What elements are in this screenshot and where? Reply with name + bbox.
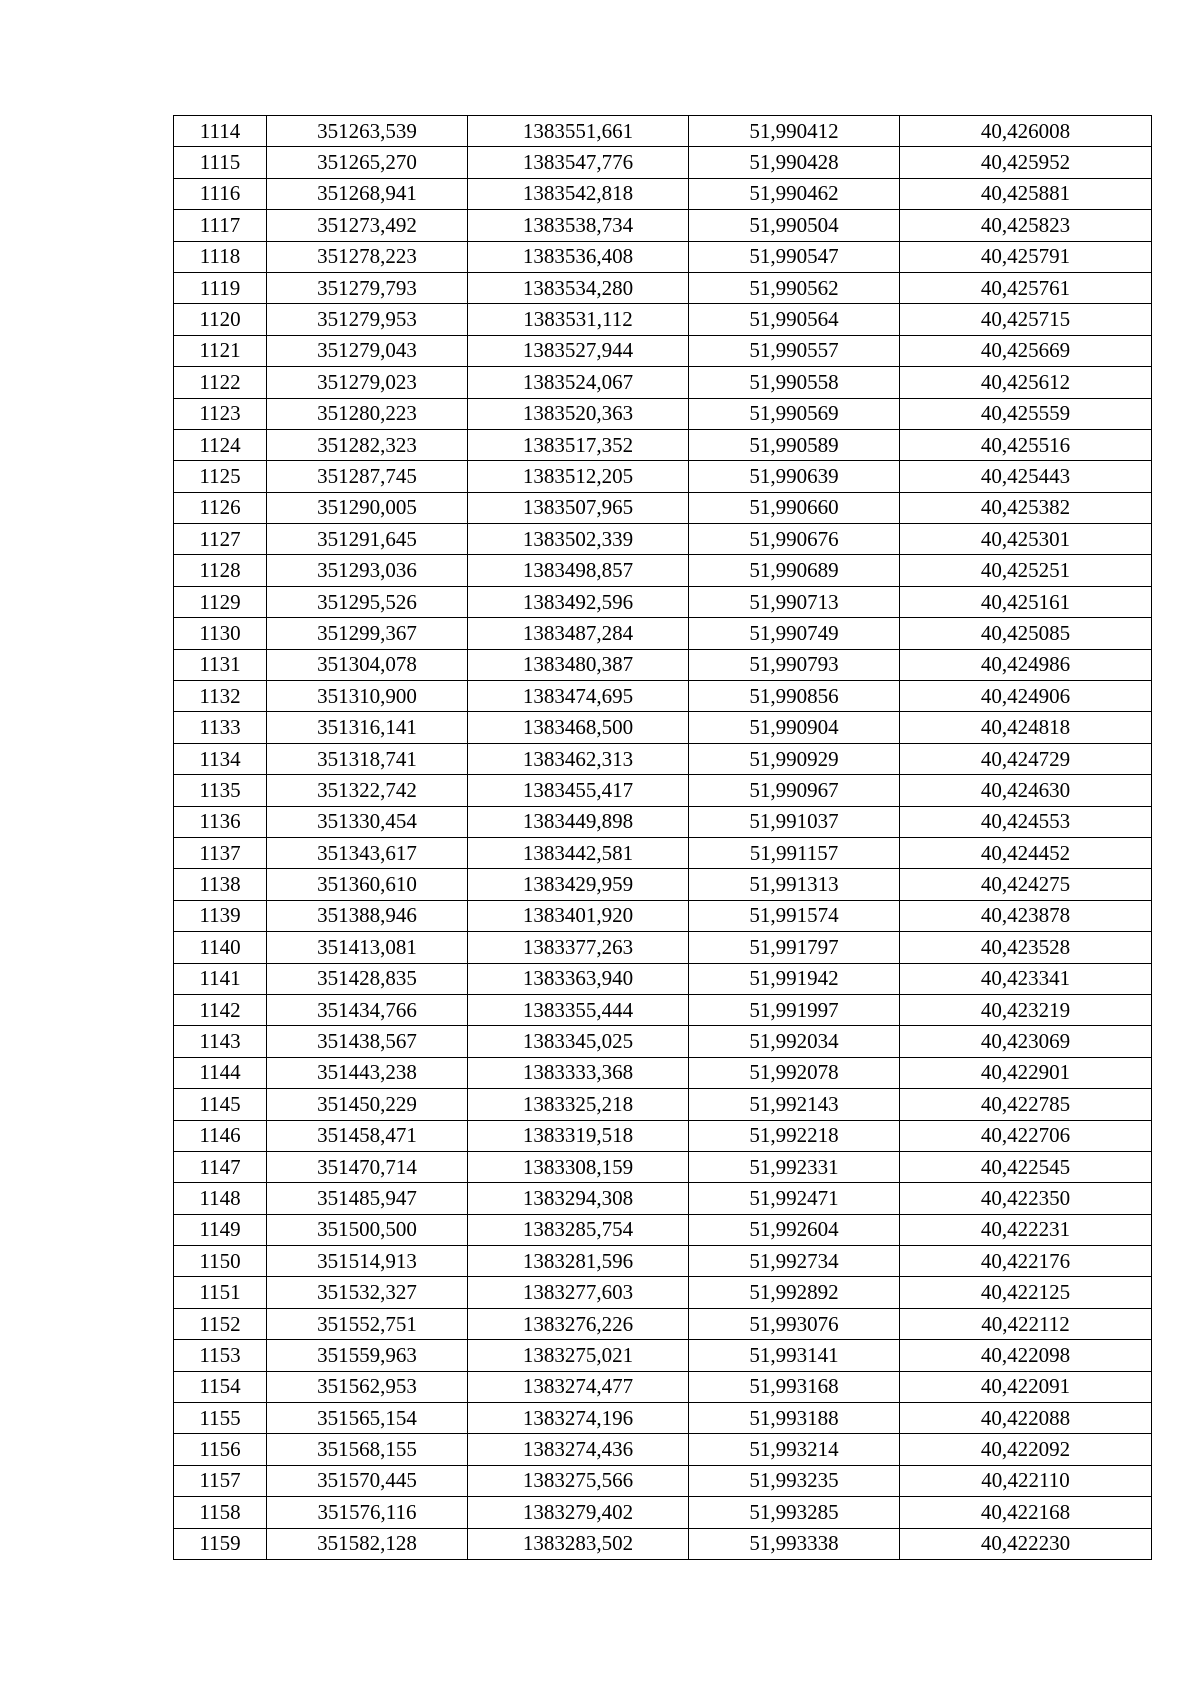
table-row — [174, 932, 1152, 963]
x-coordinate-cell: 351278,223 — [267, 241, 468, 272]
latitude-cell: 51,992331 — [689, 1151, 900, 1182]
x-coordinate-cell: 351291,645 — [267, 524, 468, 555]
point-number-cell: 1119 — [174, 272, 267, 303]
latitude-cell: 51,991942 — [689, 963, 900, 994]
table-row — [174, 335, 1152, 366]
longitude-cell: 40,423528 — [900, 932, 1152, 963]
longitude-cell: 40,422168 — [900, 1497, 1152, 1528]
x-coordinate-cell: 351263,539 — [267, 116, 468, 147]
point-number-cell: 1120 — [174, 304, 267, 335]
table-row — [174, 618, 1152, 649]
y-coordinate-cell: 1383276,226 — [468, 1308, 689, 1339]
x-coordinate-cell: 351295,526 — [267, 586, 468, 617]
y-coordinate-cell: 1383377,263 — [468, 932, 689, 963]
longitude-cell: 40,422092 — [900, 1434, 1152, 1465]
table-row — [174, 1277, 1152, 1308]
y-coordinate-cell: 1383455,417 — [468, 775, 689, 806]
longitude-cell: 40,425443 — [900, 461, 1152, 492]
x-coordinate-cell: 351280,223 — [267, 398, 468, 429]
point-number-cell: 1136 — [174, 806, 267, 837]
latitude-cell: 51,990428 — [689, 147, 900, 178]
point-number-cell: 1144 — [174, 1057, 267, 1088]
y-coordinate-cell: 1383363,940 — [468, 963, 689, 994]
longitude-cell: 40,425251 — [900, 555, 1152, 586]
table-row — [174, 1340, 1152, 1371]
point-number-cell: 1138 — [174, 869, 267, 900]
latitude-cell: 51,992471 — [689, 1183, 900, 1214]
x-coordinate-cell: 351282,323 — [267, 429, 468, 460]
latitude-cell: 51,990504 — [689, 210, 900, 241]
x-coordinate-cell: 351279,043 — [267, 335, 468, 366]
table-row — [174, 743, 1152, 774]
latitude-cell: 51,990967 — [689, 775, 900, 806]
point-number-cell: 1153 — [174, 1340, 267, 1371]
y-coordinate-cell: 1383277,603 — [468, 1277, 689, 1308]
latitude-cell: 51,991313 — [689, 869, 900, 900]
longitude-cell: 40,424275 — [900, 869, 1152, 900]
x-coordinate-cell: 351290,005 — [267, 492, 468, 523]
point-number-cell: 1135 — [174, 775, 267, 806]
table-row — [174, 147, 1152, 178]
longitude-cell: 40,424452 — [900, 837, 1152, 868]
longitude-cell: 40,422231 — [900, 1214, 1152, 1245]
y-coordinate-cell: 1383547,776 — [468, 147, 689, 178]
point-number-cell: 1141 — [174, 963, 267, 994]
latitude-cell: 51,990929 — [689, 743, 900, 774]
table-row — [174, 1465, 1152, 1496]
longitude-cell: 40,423341 — [900, 963, 1152, 994]
x-coordinate-cell: 351434,766 — [267, 994, 468, 1025]
y-coordinate-cell: 1383355,444 — [468, 994, 689, 1025]
y-coordinate-cell: 1383538,734 — [468, 210, 689, 241]
longitude-cell: 40,422125 — [900, 1277, 1152, 1308]
latitude-cell: 51,990557 — [689, 335, 900, 366]
x-coordinate-cell: 351470,714 — [267, 1151, 468, 1182]
y-coordinate-cell: 1383274,436 — [468, 1434, 689, 1465]
point-number-cell: 1137 — [174, 837, 267, 868]
longitude-cell: 40,425301 — [900, 524, 1152, 555]
table-row — [174, 837, 1152, 868]
latitude-cell: 51,992218 — [689, 1120, 900, 1151]
table-row — [174, 461, 1152, 492]
y-coordinate-cell: 1383294,308 — [468, 1183, 689, 1214]
x-coordinate-cell: 351576,116 — [267, 1497, 468, 1528]
y-coordinate-cell: 1383333,368 — [468, 1057, 689, 1088]
longitude-cell: 40,425791 — [900, 241, 1152, 272]
table-row — [174, 775, 1152, 806]
y-coordinate-cell: 1383308,159 — [468, 1151, 689, 1182]
latitude-cell: 51,993214 — [689, 1434, 900, 1465]
y-coordinate-cell: 1383319,518 — [468, 1120, 689, 1151]
x-coordinate-cell: 351458,471 — [267, 1120, 468, 1151]
longitude-cell: 40,423878 — [900, 900, 1152, 931]
x-coordinate-cell: 351273,492 — [267, 210, 468, 241]
latitude-cell: 51,991797 — [689, 932, 900, 963]
y-coordinate-cell: 1383325,218 — [468, 1089, 689, 1120]
longitude-cell: 40,422112 — [900, 1308, 1152, 1339]
x-coordinate-cell: 351322,742 — [267, 775, 468, 806]
longitude-cell: 40,424729 — [900, 743, 1152, 774]
longitude-cell: 40,425881 — [900, 178, 1152, 209]
y-coordinate-cell: 1383285,754 — [468, 1214, 689, 1245]
y-coordinate-cell: 1383551,661 — [468, 116, 689, 147]
point-number-cell: 1131 — [174, 649, 267, 680]
table-row — [174, 398, 1152, 429]
point-number-cell: 1130 — [174, 618, 267, 649]
table-row — [174, 1528, 1152, 1559]
longitude-cell: 40,424553 — [900, 806, 1152, 837]
y-coordinate-cell: 1383520,363 — [468, 398, 689, 429]
latitude-cell: 51,990564 — [689, 304, 900, 335]
x-coordinate-cell: 351388,946 — [267, 900, 468, 931]
table-row — [174, 586, 1152, 617]
y-coordinate-cell: 1383468,500 — [468, 712, 689, 743]
point-number-cell: 1133 — [174, 712, 267, 743]
point-number-cell: 1156 — [174, 1434, 267, 1465]
point-number-cell: 1118 — [174, 241, 267, 272]
point-number-cell: 1154 — [174, 1371, 267, 1402]
table-row — [174, 210, 1152, 241]
latitude-cell: 51,993235 — [689, 1465, 900, 1496]
y-coordinate-cell: 1383512,205 — [468, 461, 689, 492]
x-coordinate-cell: 351310,900 — [267, 681, 468, 712]
table-row — [174, 900, 1152, 931]
x-coordinate-cell: 351500,500 — [267, 1214, 468, 1245]
latitude-cell: 51,990713 — [689, 586, 900, 617]
longitude-cell: 40,422176 — [900, 1246, 1152, 1277]
table-row — [174, 555, 1152, 586]
y-coordinate-cell: 1383429,959 — [468, 869, 689, 900]
longitude-cell: 40,424906 — [900, 681, 1152, 712]
table-row — [174, 524, 1152, 555]
point-number-cell: 1122 — [174, 367, 267, 398]
point-number-cell: 1149 — [174, 1214, 267, 1245]
table-row — [174, 994, 1152, 1025]
longitude-cell: 40,425761 — [900, 272, 1152, 303]
latitude-cell: 51,991997 — [689, 994, 900, 1025]
y-coordinate-cell: 1383274,477 — [468, 1371, 689, 1402]
longitude-cell: 40,425823 — [900, 210, 1152, 241]
point-number-cell: 1134 — [174, 743, 267, 774]
point-number-cell: 1128 — [174, 555, 267, 586]
point-number-cell: 1126 — [174, 492, 267, 523]
y-coordinate-cell: 1383487,284 — [468, 618, 689, 649]
longitude-cell: 40,423219 — [900, 994, 1152, 1025]
latitude-cell: 51,992078 — [689, 1057, 900, 1088]
longitude-cell: 40,424986 — [900, 649, 1152, 680]
latitude-cell: 51,991574 — [689, 900, 900, 931]
table-row — [174, 429, 1152, 460]
longitude-cell: 40,422088 — [900, 1403, 1152, 1434]
longitude-cell: 40,425612 — [900, 367, 1152, 398]
table-row — [174, 272, 1152, 303]
latitude-cell: 51,992892 — [689, 1277, 900, 1308]
latitude-cell: 51,990589 — [689, 429, 900, 460]
point-number-cell: 1142 — [174, 994, 267, 1025]
y-coordinate-cell: 1383524,067 — [468, 367, 689, 398]
table-row — [174, 649, 1152, 680]
y-coordinate-cell: 1383401,920 — [468, 900, 689, 931]
y-coordinate-cell: 1383275,566 — [468, 1465, 689, 1496]
y-coordinate-cell: 1383442,581 — [468, 837, 689, 868]
x-coordinate-cell: 351279,023 — [267, 367, 468, 398]
latitude-cell: 51,990856 — [689, 681, 900, 712]
latitude-cell: 51,993076 — [689, 1308, 900, 1339]
y-coordinate-cell: 1383517,352 — [468, 429, 689, 460]
point-number-cell: 1151 — [174, 1277, 267, 1308]
y-coordinate-cell: 1383531,112 — [468, 304, 689, 335]
table-row — [174, 1214, 1152, 1245]
latitude-cell: 51,990547 — [689, 241, 900, 272]
latitude-cell: 51,990639 — [689, 461, 900, 492]
table-row — [174, 806, 1152, 837]
x-coordinate-cell: 351485,947 — [267, 1183, 468, 1214]
table-row — [174, 681, 1152, 712]
table-row — [174, 1057, 1152, 1088]
y-coordinate-cell: 1383449,898 — [468, 806, 689, 837]
longitude-cell: 40,423069 — [900, 1026, 1152, 1057]
point-number-cell: 1117 — [174, 210, 267, 241]
latitude-cell: 51,993168 — [689, 1371, 900, 1402]
x-coordinate-cell: 351360,610 — [267, 869, 468, 900]
latitude-cell: 51,990793 — [689, 649, 900, 680]
latitude-cell: 51,990558 — [689, 367, 900, 398]
x-coordinate-cell: 351532,327 — [267, 1277, 468, 1308]
y-coordinate-cell: 1383281,596 — [468, 1246, 689, 1277]
longitude-cell: 40,425952 — [900, 147, 1152, 178]
table-row — [174, 869, 1152, 900]
longitude-cell: 40,422901 — [900, 1057, 1152, 1088]
latitude-cell: 51,990749 — [689, 618, 900, 649]
point-number-cell: 1114 — [174, 116, 267, 147]
latitude-cell: 51,990569 — [689, 398, 900, 429]
coordinates-table — [173, 115, 1152, 1560]
x-coordinate-cell: 351568,155 — [267, 1434, 468, 1465]
point-number-cell: 1125 — [174, 461, 267, 492]
y-coordinate-cell: 1383542,818 — [468, 178, 689, 209]
table-row — [174, 1120, 1152, 1151]
point-number-cell: 1159 — [174, 1528, 267, 1559]
y-coordinate-cell: 1383274,196 — [468, 1403, 689, 1434]
point-number-cell: 1157 — [174, 1465, 267, 1496]
latitude-cell: 51,992734 — [689, 1246, 900, 1277]
latitude-cell: 51,991157 — [689, 837, 900, 868]
longitude-cell: 40,422350 — [900, 1183, 1152, 1214]
longitude-cell: 40,425715 — [900, 304, 1152, 335]
latitude-cell: 51,993338 — [689, 1528, 900, 1559]
longitude-cell: 40,422091 — [900, 1371, 1152, 1402]
latitude-cell: 51,991037 — [689, 806, 900, 837]
x-coordinate-cell: 351265,270 — [267, 147, 468, 178]
latitude-cell: 51,990412 — [689, 116, 900, 147]
y-coordinate-cell: 1383498,857 — [468, 555, 689, 586]
longitude-cell: 40,425516 — [900, 429, 1152, 460]
table-row — [174, 1089, 1152, 1120]
x-coordinate-cell: 351582,128 — [267, 1528, 468, 1559]
longitude-cell: 40,424630 — [900, 775, 1152, 806]
latitude-cell: 51,992604 — [689, 1214, 900, 1245]
point-number-cell: 1146 — [174, 1120, 267, 1151]
point-number-cell: 1121 — [174, 335, 267, 366]
longitude-cell: 40,425382 — [900, 492, 1152, 523]
latitude-cell: 51,990660 — [689, 492, 900, 523]
y-coordinate-cell: 1383527,944 — [468, 335, 689, 366]
latitude-cell: 51,992143 — [689, 1089, 900, 1120]
point-number-cell: 1139 — [174, 900, 267, 931]
longitude-cell: 40,425559 — [900, 398, 1152, 429]
longitude-cell: 40,422785 — [900, 1089, 1152, 1120]
x-coordinate-cell: 351443,238 — [267, 1057, 468, 1088]
latitude-cell: 51,993285 — [689, 1497, 900, 1528]
table-row — [174, 712, 1152, 743]
x-coordinate-cell: 351293,036 — [267, 555, 468, 586]
table-row — [174, 1026, 1152, 1057]
longitude-cell: 40,422230 — [900, 1528, 1152, 1559]
point-number-cell: 1152 — [174, 1308, 267, 1339]
table-row — [174, 116, 1152, 147]
x-coordinate-cell: 351316,141 — [267, 712, 468, 743]
table-row — [174, 241, 1152, 272]
latitude-cell: 51,990676 — [689, 524, 900, 555]
y-coordinate-cell: 1383345,025 — [468, 1026, 689, 1057]
latitude-cell: 51,993141 — [689, 1340, 900, 1371]
x-coordinate-cell: 351343,617 — [267, 837, 468, 868]
latitude-cell: 51,990689 — [689, 555, 900, 586]
x-coordinate-cell: 351304,078 — [267, 649, 468, 680]
table-row — [174, 1308, 1152, 1339]
point-number-cell: 1150 — [174, 1246, 267, 1277]
x-coordinate-cell: 351559,963 — [267, 1340, 468, 1371]
x-coordinate-cell: 351330,454 — [267, 806, 468, 837]
y-coordinate-cell: 1383502,339 — [468, 524, 689, 555]
point-number-cell: 1115 — [174, 147, 267, 178]
x-coordinate-cell: 351413,081 — [267, 932, 468, 963]
x-coordinate-cell: 351565,154 — [267, 1403, 468, 1434]
point-number-cell: 1155 — [174, 1403, 267, 1434]
table-row — [174, 963, 1152, 994]
point-number-cell: 1132 — [174, 681, 267, 712]
latitude-cell: 51,990562 — [689, 272, 900, 303]
y-coordinate-cell: 1383283,502 — [468, 1528, 689, 1559]
table-row — [174, 1403, 1152, 1434]
point-number-cell: 1127 — [174, 524, 267, 555]
point-number-cell: 1124 — [174, 429, 267, 460]
y-coordinate-cell: 1383275,021 — [468, 1340, 689, 1371]
x-coordinate-cell: 351438,567 — [267, 1026, 468, 1057]
y-coordinate-cell: 1383536,408 — [468, 241, 689, 272]
longitude-cell: 40,424818 — [900, 712, 1152, 743]
point-number-cell: 1116 — [174, 178, 267, 209]
x-coordinate-cell: 351279,793 — [267, 272, 468, 303]
y-coordinate-cell: 1383462,313 — [468, 743, 689, 774]
table-row — [174, 492, 1152, 523]
table-row — [174, 1371, 1152, 1402]
point-number-cell: 1129 — [174, 586, 267, 617]
table-row — [174, 178, 1152, 209]
x-coordinate-cell: 351318,741 — [267, 743, 468, 774]
x-coordinate-cell: 351514,913 — [267, 1246, 468, 1277]
coordinates-table-body — [174, 116, 1152, 1560]
y-coordinate-cell: 1383474,695 — [468, 681, 689, 712]
x-coordinate-cell: 351428,835 — [267, 963, 468, 994]
longitude-cell: 40,425669 — [900, 335, 1152, 366]
point-number-cell: 1143 — [174, 1026, 267, 1057]
point-number-cell: 1147 — [174, 1151, 267, 1182]
latitude-cell: 51,990904 — [689, 712, 900, 743]
x-coordinate-cell: 351299,367 — [267, 618, 468, 649]
longitude-cell: 40,422098 — [900, 1340, 1152, 1371]
longitude-cell: 40,425085 — [900, 618, 1152, 649]
table-row — [174, 1151, 1152, 1182]
point-number-cell: 1145 — [174, 1089, 267, 1120]
x-coordinate-cell: 351570,445 — [267, 1465, 468, 1496]
longitude-cell: 40,422706 — [900, 1120, 1152, 1151]
x-coordinate-cell: 351552,751 — [267, 1308, 468, 1339]
x-coordinate-cell: 351450,229 — [267, 1089, 468, 1120]
latitude-cell: 51,992034 — [689, 1026, 900, 1057]
point-number-cell: 1123 — [174, 398, 267, 429]
y-coordinate-cell: 1383507,965 — [468, 492, 689, 523]
y-coordinate-cell: 1383480,387 — [468, 649, 689, 680]
point-number-cell: 1140 — [174, 932, 267, 963]
table-row — [174, 367, 1152, 398]
longitude-cell: 40,422110 — [900, 1465, 1152, 1496]
longitude-cell: 40,425161 — [900, 586, 1152, 617]
table-row — [174, 1183, 1152, 1214]
table-row — [174, 1246, 1152, 1277]
point-number-cell: 1158 — [174, 1497, 267, 1528]
x-coordinate-cell: 351287,745 — [267, 461, 468, 492]
x-coordinate-cell: 351279,953 — [267, 304, 468, 335]
latitude-cell: 51,993188 — [689, 1403, 900, 1434]
y-coordinate-cell: 1383534,280 — [468, 272, 689, 303]
x-coordinate-cell: 351268,941 — [267, 178, 468, 209]
point-number-cell: 1148 — [174, 1183, 267, 1214]
y-coordinate-cell: 1383492,596 — [468, 586, 689, 617]
table-row — [174, 304, 1152, 335]
latitude-cell: 51,990462 — [689, 178, 900, 209]
longitude-cell: 40,426008 — [900, 116, 1152, 147]
x-coordinate-cell: 351562,953 — [267, 1371, 468, 1402]
y-coordinate-cell: 1383279,402 — [468, 1497, 689, 1528]
table-row — [174, 1497, 1152, 1528]
table-row — [174, 1434, 1152, 1465]
longitude-cell: 40,422545 — [900, 1151, 1152, 1182]
